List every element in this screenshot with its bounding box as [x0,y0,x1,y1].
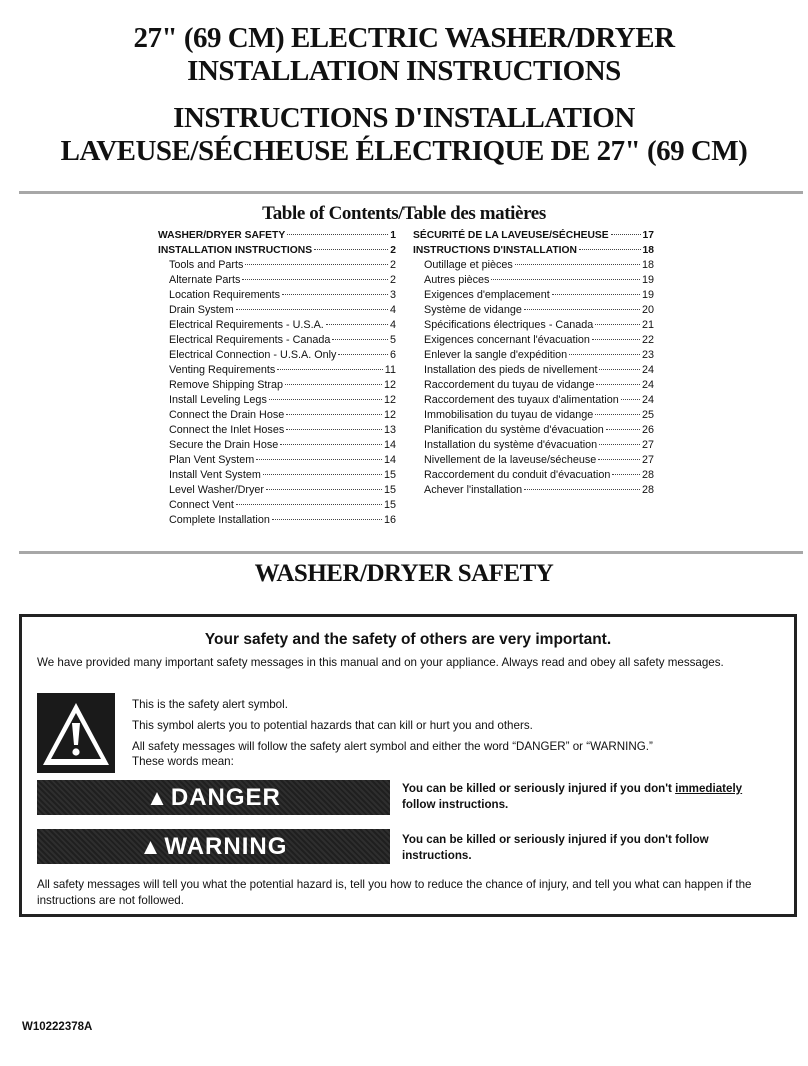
toc-entry [158,243,396,258]
toc-entry [413,258,654,273]
toc-entry-page: 28 [641,484,654,496]
toc-entry-page: 18 [642,245,654,256]
toc-entry [158,498,396,513]
toc-entry [413,348,654,363]
toc-entry-page: 12 [383,379,396,391]
danger-banner [37,780,390,815]
toc-entry-label: Système de vidange [424,304,522,316]
safety-footer: All safety messages will tell you what the potential hazard is, tell you how to reduce the chance of injury, and tell you what can happen if the instructions are not followed. [37,878,752,907]
toc-leader-dots [579,249,641,250]
toc-entry-page: 27 [641,454,654,466]
toc-entry-page: 18 [641,259,654,271]
toc-entry-label: Drain System [169,304,234,316]
toc-entry-page: 1 [390,230,396,241]
toc-entry-page: 4 [389,304,396,316]
toc-entry-label: Exigences d'emplacement [424,289,550,301]
toc-entry-page: 5 [389,334,396,346]
toc-entry-page: 2 [390,245,396,256]
safety-box [19,614,797,917]
toc-entry-page: 3 [389,289,396,301]
toc-entry-page: 24 [641,364,654,376]
toc-entry-label: Raccordement du tuyau de vidange [424,379,595,391]
toc-entry-page: 13 [383,424,396,436]
toc-entry-page: 15 [383,499,396,511]
toc-entry [158,258,396,273]
toc-entry [158,408,396,423]
title-en-line-1: 27" (69 CM) ELECTRIC WASHER/DRYER [133,22,675,54]
toc-entry [158,513,396,528]
toc-entry [158,288,396,303]
title-en-line-2: INSTALLATION INSTRUCTIONS [187,55,621,87]
toc-leader-dots [287,234,388,235]
toc-entry [158,348,396,363]
toc-entry-page: 11 [384,364,396,376]
danger-text-part-2: follow instructions. [402,798,509,811]
toc-entry-label: Plan Vent System [169,454,255,466]
part-number: W10222378A [22,1021,93,1033]
toc-entry-label: Tools and Parts [169,259,244,271]
warning-banner [37,829,390,864]
toc-leader-dots [236,309,388,310]
toc-entry-label: Installation des pieds de nivellement [424,364,598,376]
toc-entry [413,333,654,348]
toc-leader-dots [524,489,640,490]
toc-entry-label: Install Leveling Legs [169,394,267,406]
toc-leader-dots [595,324,640,325]
toc-leader-dots [515,264,640,265]
toc-entry [158,423,396,438]
toc-entry [413,273,654,288]
toc-leader-dots [286,414,382,415]
toc-leader-dots [569,354,640,355]
toc-entry-label: Spécifications électriques - Canada [424,319,594,331]
toc-entry [413,363,654,378]
toc-entry [413,228,654,243]
title-fr-line-1: INSTRUCTIONS D'INSTALLATION [173,102,635,134]
toc-entry [413,393,654,408]
toc-entry [158,273,396,288]
toc-entry-page: 15 [383,484,396,496]
toc-entry-label: Nivellement de la laveuse/sécheuse [424,454,597,466]
toc-entry-page: 4 [389,319,396,331]
toc-entry-page: 12 [383,409,396,421]
toc-leader-dots [612,474,640,475]
divider-top [19,191,803,194]
toc-entry-label: Raccordement du conduit d'évacuation [424,469,611,481]
section-heading: WASHER/DRYER SAFETY [254,560,554,587]
toc-leader-dots [285,384,382,385]
toc-entry-page: 6 [389,349,396,361]
toc-leader-dots [524,309,640,310]
title-fr-line-2: LAVEUSE/SÉCHEUSE ÉLECTRIQUE DE 27" (69 CM) [60,135,748,167]
toc-leader-dots [314,249,388,250]
toc-heading: Table of Contents/Table des matières [262,203,546,224]
toc-entry-label: Complete Installation [169,514,270,526]
toc-entry-label: INSTRUCTIONS D'INSTALLATION [413,245,577,256]
toc-entry-page: 28 [641,469,654,481]
toc-entry [413,408,654,423]
toc-entry-label: INSTALLATION INSTRUCTIONS [158,245,313,256]
toc-entry-label: Electrical Requirements - U.S.A. [169,319,324,331]
toc-entry-label: Connect the Drain Hose [169,409,285,421]
toc-entry [158,378,396,393]
toc-entry-label: Enlever la sangle d'expédition [424,349,568,361]
warning-text: You can be killed or seriously injured if you don't follow instructions. [402,833,709,862]
toc-leader-dots [256,459,382,460]
toc-entry-label: Level Washer/Dryer [169,484,264,496]
toc-leader-dots [272,519,382,520]
toc-leader-dots [338,354,388,355]
toc-entry-page: 20 [641,304,654,316]
toc-entry [413,468,654,483]
toc-entry [158,303,396,318]
toc-leader-dots [280,444,382,445]
toc-entry-page: 19 [641,274,654,286]
messages-line-2: These words mean: [132,755,234,768]
toc-entry-page: 2 [389,259,396,271]
danger-label: DANGER [170,783,281,811]
safety-intro: We have provided many important safety messages in this manual and on your appliance. Always read and obey all safety messages. [37,656,724,669]
toc-leader-dots [242,279,388,280]
toc-leader-dots [282,294,388,295]
toc-entry-page: 21 [641,319,654,331]
toc-entry [413,378,654,393]
danger-text [402,781,782,813]
toc-entry [158,483,396,498]
toc-leader-dots [611,234,641,235]
toc-entry-label: Achever l'installation [424,484,523,496]
toc-entry-page: 23 [641,349,654,361]
toc-entry [413,483,654,498]
toc-leader-dots [599,369,640,370]
toc-leader-dots [596,384,640,385]
toc-leader-dots [592,339,640,340]
toc-entry [413,423,654,438]
toc-leader-dots [606,429,640,430]
divider-middle [19,551,803,554]
toc-leader-dots [245,264,388,265]
toc-entry [413,303,654,318]
toc-entry-page: 16 [383,514,396,526]
toc-entry-page: 14 [383,454,396,466]
toc-entry-label: Installation du système d'évacuation [424,439,598,451]
toc-leader-dots [263,474,382,475]
toc-entry-label: Install Vent System [169,469,261,481]
toc-entry-label: Autres pièces [424,274,490,286]
toc-entry-label: Venting Requirements [169,364,276,376]
toc-leader-dots [621,399,640,400]
safety-alert-triangle-icon [37,693,115,773]
toc-leader-dots [552,294,640,295]
toc-leader-dots [269,399,382,400]
toc-entry [158,228,396,243]
toc-leader-dots [491,279,640,280]
toc-entry-label: Connect Vent [169,499,234,511]
safety-headline: Your safety and the safety of others are very important. [204,631,612,648]
toc-entry [413,288,654,303]
toc-entry-label: Remove Shipping Strap [169,379,284,391]
toc-entry-label: Outillage et pièces [424,259,513,271]
toc-entry [413,243,654,258]
toc-entry [158,453,396,468]
toc-entry-label: Electrical Requirements - Canada [169,334,331,346]
toc-entry-page: 12 [383,394,396,406]
toc-entry-label: Exigences concernant l'évacuation [424,334,590,346]
toc-entry-label: Alternate Parts [169,274,241,286]
toc-leader-dots [286,429,382,430]
toc-french-column [413,228,654,498]
toc-entry-label: Connect the Inlet Hoses [169,424,285,436]
toc-entry [413,453,654,468]
symbol-alerts-line: This symbol alerts you to potential hazards that can kill or hurt you and others. [132,719,533,732]
toc-entry [158,393,396,408]
danger-alert-icon: ▲ [146,784,169,810]
toc-leader-dots [236,504,382,505]
document-title [0,22,808,168]
toc-leader-dots [595,414,640,415]
messages-line-1: All safety messages will follow the safety alert symbol and either the word “DANGER” or “WARNING.” [132,740,653,753]
toc-entry-page: 26 [641,424,654,436]
toc-entry [413,318,654,333]
warning-alert-icon: ▲ [139,833,163,859]
toc-entry-page: 17 [642,230,654,241]
toc-entry [158,318,396,333]
toc-entry [158,363,396,378]
alert-symbol-line: This is the safety alert symbol. [132,698,288,711]
toc-entry [413,438,654,453]
toc-entry-label: Planification du système d'évacuation [424,424,604,436]
toc-leader-dots [332,339,388,340]
toc-leader-dots [599,444,640,445]
toc-entry-label: Immobilisation du tuyau de vidange [424,409,594,421]
danger-text-part-1: You can be killed or seriously injured if you don't [402,782,676,795]
warning-label: WARNING [164,832,288,860]
toc-entry-page: 19 [641,289,654,301]
toc-entry-page: 22 [641,334,654,346]
toc-entry-label: Raccordement des tuyaux d'alimentation [424,394,619,406]
toc-leader-dots [266,489,382,490]
toc-entry-page: 15 [383,469,396,481]
toc-entry-page: 25 [641,409,654,421]
toc-entry-page: 24 [641,394,654,406]
toc-entry [158,333,396,348]
danger-text-emphasis: immediately [675,782,743,795]
toc-entry-label: Secure the Drain Hose [169,439,279,451]
toc-entry-page: 24 [641,379,654,391]
toc-entry-page: 2 [389,274,396,286]
toc-leader-dots [326,324,388,325]
toc-entry-label: WASHER/DRYER SAFETY [158,230,286,241]
toc-entry-page: 14 [383,439,396,451]
toc-english-column [158,228,396,528]
toc-entry-label: Location Requirements [169,289,281,301]
toc-entry [158,468,396,483]
toc-entry-label: SÉCURITÉ DE LA LAVEUSE/SÉCHEUSE [413,230,609,241]
toc-leader-dots [598,459,640,460]
toc-entry-label: Electrical Connection - U.S.A. Only [169,349,337,361]
toc-entry-page: 27 [641,439,654,451]
toc-entry [158,438,396,453]
toc-leader-dots [277,369,383,370]
